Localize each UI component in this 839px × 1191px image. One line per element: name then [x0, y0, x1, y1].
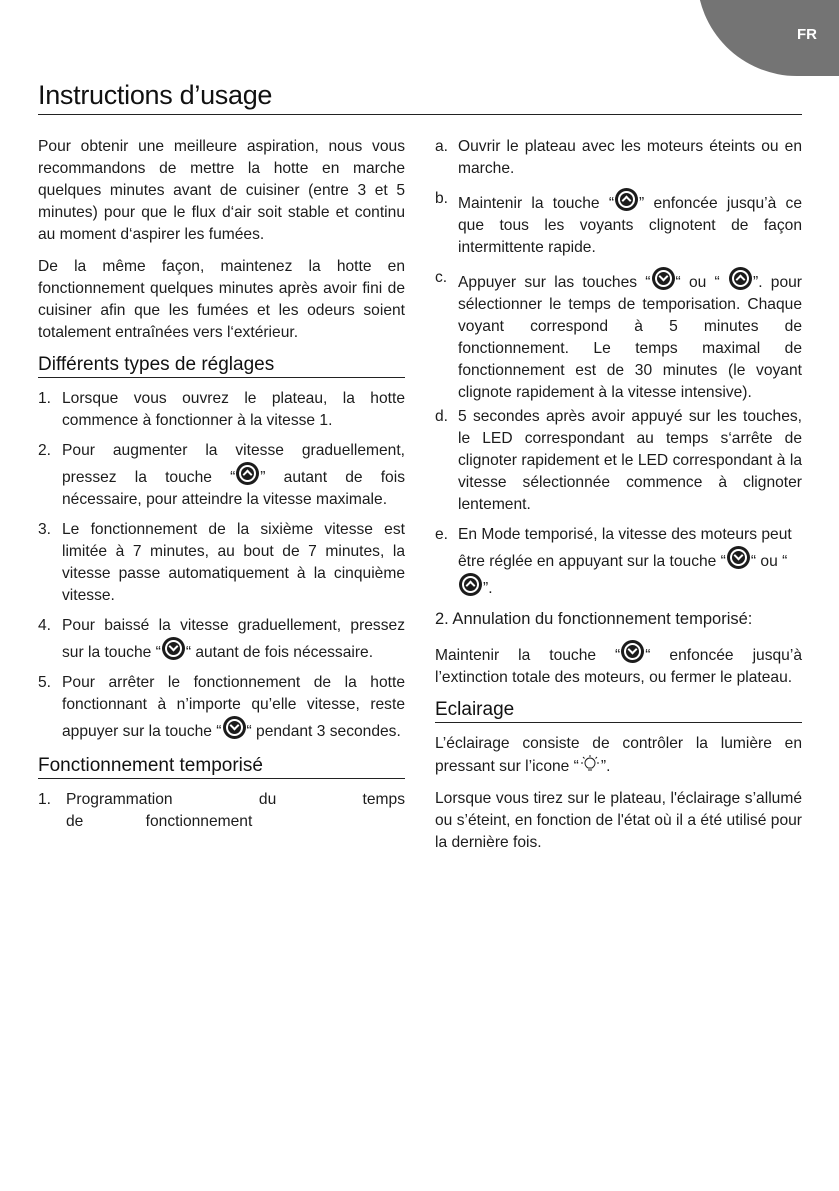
step-text: Appuyer sur las touches “ — [458, 274, 651, 291]
step-text: Ouvrir le plateau avec les moteurs éteints ou en marche. — [458, 138, 802, 177]
step-text: “ ou “ — [750, 553, 788, 570]
right-column — [435, 136, 802, 864]
timer-item-1 — [38, 789, 405, 833]
setting-item-1 — [38, 388, 405, 432]
step-letter: b. — [435, 190, 449, 207]
timer-section-title: Fonctionnement temporisé — [38, 755, 405, 779]
setting-item-3 — [38, 519, 405, 607]
speed-down-icon — [727, 546, 750, 569]
cancel-timer-title: 2. Annulation du fonctionnement temporisé: — [435, 610, 753, 628]
item-number: 1. — [38, 390, 52, 407]
timer-step-d — [435, 406, 802, 516]
item-text: Le fonctionnement de la sixième vitesse est limitée à 7 minutes, au bout de 7 minutes, la vitesse passe automatiquement à la cinquième vitesse. — [62, 521, 405, 604]
speed-up-icon — [236, 462, 259, 485]
paragraph-text: “ enfoncée jusqu’à l’extinction totale des moteurs, ou fermer le plateau. — [435, 647, 802, 686]
item-text: Pour augmenter la vitesse graduellement, pressez la touche “ — [62, 442, 405, 486]
step-text: ”. — [483, 580, 493, 597]
setting-item-4 — [38, 615, 405, 664]
item-text: “ autant de fois nécessaire. — [185, 644, 374, 661]
step-letter: a. — [435, 138, 449, 155]
item-number: 1. — [38, 791, 52, 808]
timer-step-b — [435, 188, 802, 259]
step-text: Maintenir la touche “ — [458, 195, 615, 212]
title-divider — [38, 114, 802, 115]
intro-paragraph-2: De la même façon, maintenez la hotte en fonctionnement quelques minutes après avoir fini de cuisiner afin que les fumées et les odeurs soient totalement entraînées vers l‘extérieur. — [38, 258, 405, 341]
speed-up-icon — [729, 267, 752, 290]
light-bulb-icon — [579, 755, 601, 773]
setting-item-5 — [38, 672, 405, 743]
speed-down-icon — [621, 640, 644, 663]
step-text: ” enfoncée jusqu’à ce que tous les voyants clignotent de façon intermittente rapide. — [458, 195, 802, 256]
item-text: “ pendant 3 secondes. — [246, 723, 401, 740]
speed-down-icon — [652, 267, 675, 290]
item-text: Pour baissé la vitesse graduellement, pressez sur la touche “ — [62, 617, 405, 661]
paragraph-text: L’éclairage consiste de contrôler la lumière en pressant sur l’icone “ — [435, 735, 802, 775]
language-label: FR — [797, 26, 817, 43]
timer-step-a — [435, 136, 802, 180]
step-text: 5 secondes après avoir appuyé sur les touches, le LED correspondant au temps s‘arrête de clignoter rapidement et le LED correspondant à la vitesse sélectionnée commence à clignoter lentement. — [458, 408, 802, 513]
item-number: 4. — [38, 617, 52, 634]
step-text: En Mode temporisé, la vitesse des moteurs peut être réglée en appuyant sur la touche “ — [458, 526, 792, 570]
step-text: “ ou “ — [675, 274, 728, 291]
step-letter: c. — [435, 269, 448, 286]
paragraph-text: Maintenir la touche “ — [435, 647, 621, 664]
item-text: Programmation du temps de fonctionnement — [66, 791, 405, 830]
step-letter: e. — [435, 526, 449, 543]
language-tab — [697, 0, 839, 76]
lighting-paragraph-1 — [435, 733, 802, 778]
item-text: Pour arrêter le fonctionnement de la hotte fonctionnant à n’importe qu’elle vitesse, reste appuyer sur la touche “ — [62, 674, 405, 740]
step-letter: d. — [435, 408, 449, 425]
item-text: ” autant de fois nécessaire, pour atteindre la vitesse maximale. — [62, 469, 405, 508]
timer-step-e — [435, 524, 802, 600]
step-text: ”. pour sélectionner le temps de temporisation. Chaque voyant correspond à 5 minutes de fonctionnement. Le temps maximal de fonctionnement est de 30 minutes (le voyant clignote rapidement à la vitesse intensive). — [458, 274, 802, 401]
speed-down-icon — [223, 716, 246, 739]
item-number: 5. — [38, 674, 52, 691]
settings-section-title: Différents types de réglages — [38, 354, 405, 378]
item-text: Lorsque vous ouvrez le plateau, la hotte commence à fonctionner à la vitesse 1. — [62, 390, 405, 429]
speed-up-icon — [459, 573, 482, 596]
paragraph-text: ”. — [600, 758, 611, 775]
intro-paragraph-1: Pour obtenir une meilleure aspiration, nous vous recommandons de mettre la hotte en marche quelques minutes avant de cuisiner (entre 3 et 5 minutes) pour que le flux d‘air soit stable et continu au moment d‘aspirer les fumées. — [38, 138, 405, 243]
left-column — [38, 136, 405, 841]
item-number: 2. — [38, 442, 52, 459]
lighting-section-title: Eclairage — [435, 699, 802, 723]
page-title: Instructions d’usage — [38, 80, 273, 110]
item-number: 3. — [38, 521, 52, 538]
speed-up-icon — [615, 188, 638, 211]
lighting-paragraph-2: Lorsque vous tirez sur le plateau, l'éclairage s’allumé ou s’éteint, en fonction de l'état où il a été utilisé pour la dernière fois. — [435, 790, 802, 851]
speed-down-icon — [162, 637, 185, 660]
cancel-timer-paragraph — [435, 640, 802, 689]
timer-step-c — [435, 267, 802, 404]
setting-item-2 — [38, 440, 405, 511]
